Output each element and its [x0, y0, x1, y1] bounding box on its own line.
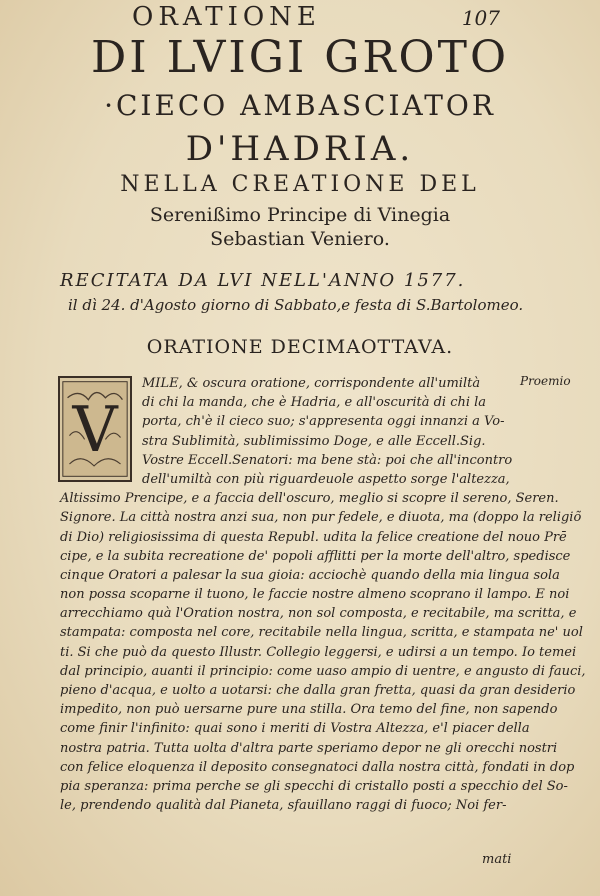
text-line: Altissimo Prencipe, e a faccia dell'oscuro, meglio si scopre il sereno, Seren.: [60, 491, 559, 507]
text-line: come finir l'infinito: quai sono i meriti di Vostra Altezza, e'l piacer della: [60, 721, 530, 737]
text-line: arrecchiamo quà l'Oration nostra, non sol composta, e recitabile, ma scritta, e: [60, 606, 577, 622]
text-line: stra Sublimità, sublimissimo Doge, e alle Eccell.Sig.: [142, 433, 486, 449]
text-line: cipe, e la subita recreatione de' popoli afflitti per la morte dell'altro, spedisce: [60, 548, 571, 564]
text-line: Vostre Eccell.Senatori: ma bene stà: poi che all'incontro: [142, 452, 513, 468]
text-line: nostra patria. Tutta uolta d'altra parte speriamo depor ne gli orecchi nostri: [60, 740, 558, 756]
section-heading: ORATIONE DECIMAOTTAVA.: [146, 336, 454, 358]
running-head: ORATIONE: [132, 2, 321, 32]
text-line: MILE, & oscura oratione, corrispondente all'umiltà: [142, 376, 481, 391]
decorated-initial-v-icon: [60, 378, 130, 480]
text-line: pieno d'acqua, e uolto a uotarsi: che dalla gran fretta, quasi da gran desiderio: [60, 683, 576, 698]
page-number: 107: [461, 6, 500, 30]
title-occasion: NELLA CREATIONE DEL: [120, 172, 480, 197]
text-line: di Dio) religiosissima di questa Republ. udita la felice creatione del nouo Prē: [60, 529, 567, 545]
text-line: con felice eloquenza il deposito consegnatoci dalla nostra città, fondati in dop: [60, 759, 575, 775]
text-line: porta, ch'è il cieco suo; s'appresenta oggi innanzi a Vo-: [142, 414, 505, 430]
date-line: il dì 24. d'Agosto giorno di Sabbato,e festa di S.Bartolomeo.: [68, 296, 524, 314]
page-header: [0, 0, 600, 36]
title-role: ·CIECO AMBASCIATOR: [104, 89, 496, 122]
text-line: non possa scoparne il tuono, le faccie nostre almeno scoprano il lampo. E noi: [60, 587, 570, 603]
text-line: Signore. La città nostra anzi sua, non pur fedele, e diuota, ma (doppo la religiõ: [60, 510, 582, 526]
title-place: D'HADRIA.: [185, 129, 415, 169]
catchword: mati: [482, 852, 512, 867]
text-line: stampata: composta nel core, recitabile nella lingua, scritta, e stampata ne' uol: [60, 625, 583, 641]
svg-text:V: V: [72, 392, 118, 466]
subtitle-line-2: Sebastian Veniero.: [210, 228, 390, 250]
text-line: cinque Oratori a palesar la sua gioia: acciochè quando della mia lingua sola: [60, 567, 560, 583]
title-author: DI LVIGI GROTO: [90, 32, 510, 83]
text-line: dal principio, auanti il principio: come uaso ampio di uentre, e angusto di fauci,: [60, 663, 586, 679]
decorated-initial: [58, 376, 132, 482]
subtitle-line-1: Serenißimo Principe di Vinegia: [149, 204, 451, 226]
text-line: le, prendendo qualità dal Pianeta, sfauillano raggi di fuoco; Noi fer-: [60, 798, 507, 814]
text-line: dell'umiltà con più riguardeuole aspetto sorge l'altezza,: [142, 471, 510, 487]
margin-note: Proemio: [520, 374, 571, 388]
text-line: impedito, non può uersarne pure una stilla. Ora temo del fine, non sapendo: [60, 702, 558, 718]
text-line: ti. Si che può da questo Illustr. Collegio leggersi, e udirsi a un tempo. Io temei: [60, 644, 577, 660]
text-line: di chi la manda, che è Hadria, e all'oscurità di chi la: [142, 395, 487, 411]
text-line: pia speranza: prima perche se gli specchi di cristallo posti a specchio del So-: [60, 778, 568, 794]
recitation-note: RECITATA DA LVI NELL'ANNO 1577.: [60, 270, 466, 291]
